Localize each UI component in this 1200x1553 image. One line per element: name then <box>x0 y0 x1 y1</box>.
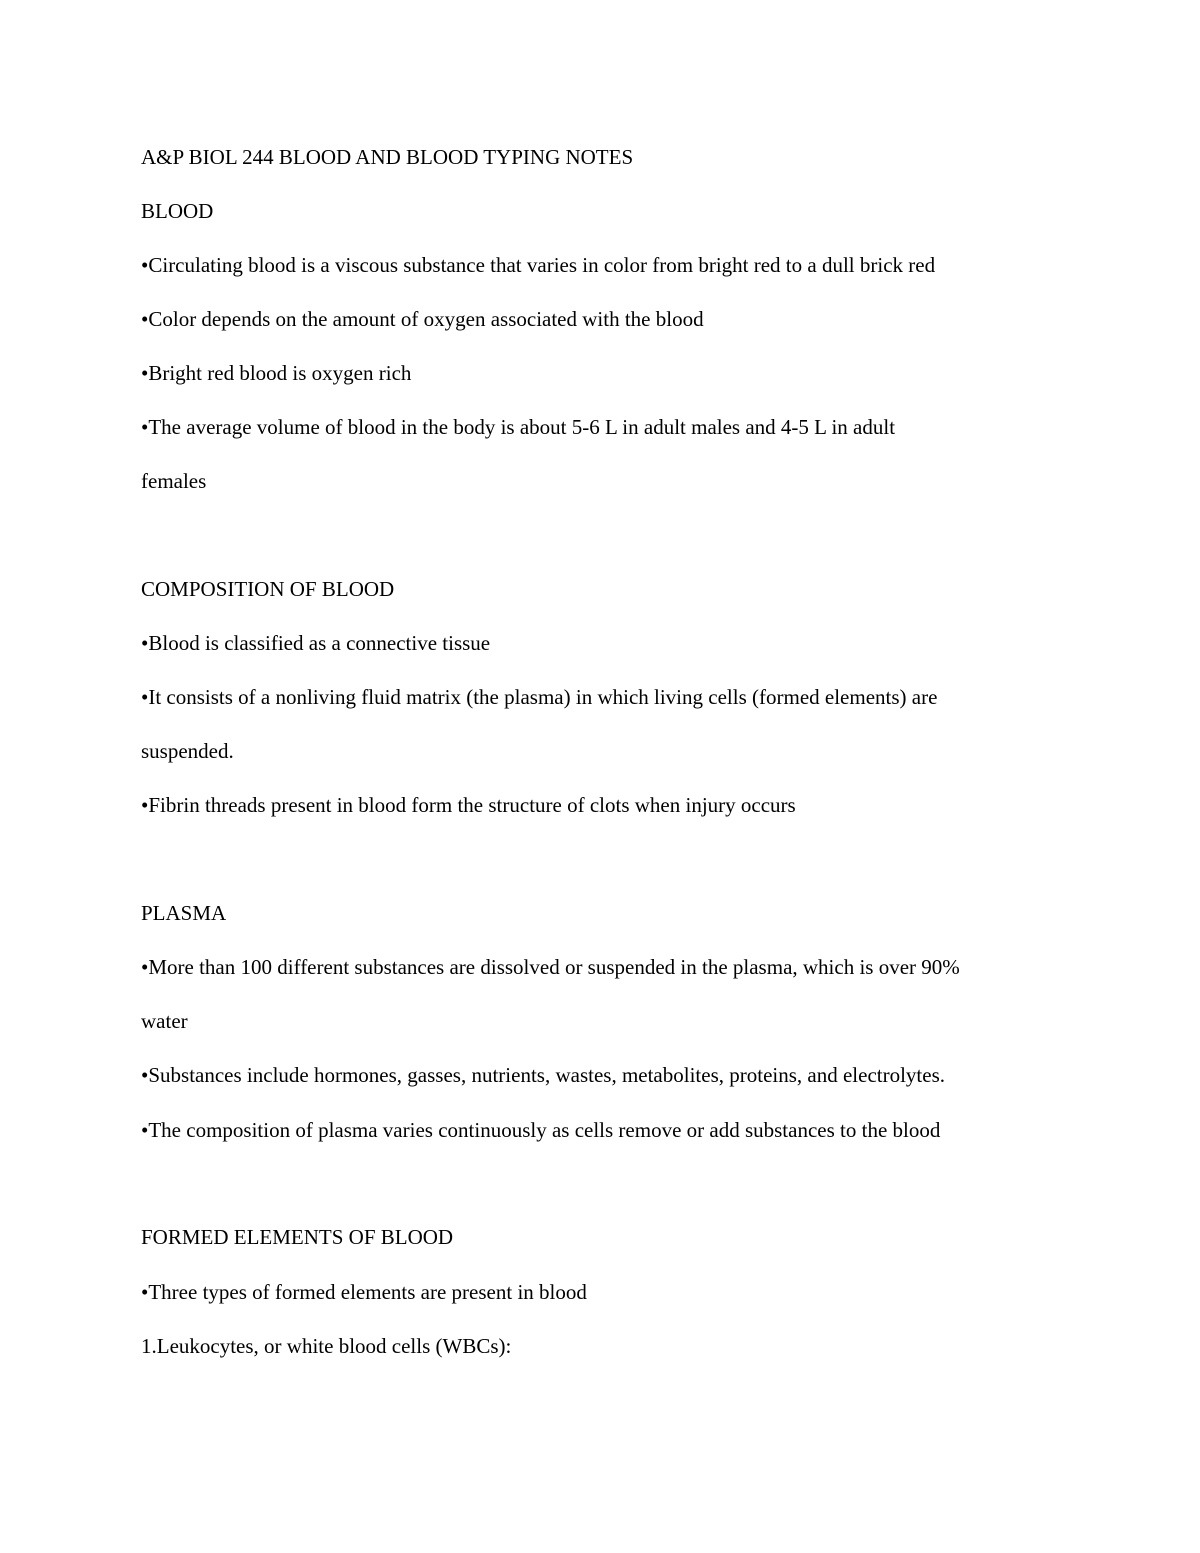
bullet-average-volume: •The average volume of blood in the body is about 5-6 L in adult males and 4-5 L in adult <box>141 415 896 439</box>
bullet-connective-tissue: •Blood is classified as a connective tissue <box>141 631 491 655</box>
section-heading-blood: BLOOD <box>141 199 214 223</box>
bullet-three-types: •Three types of formed elements are present in blood <box>141 1280 587 1304</box>
bullet-bright-red: •Bright red blood is oxygen rich <box>141 361 412 385</box>
bullet-substances-include: •Substances include hormones, gasses, nutrients, wastes, metabolites, proteins, and electrolytes. <box>141 1063 946 1087</box>
section-heading-plasma: PLASMA <box>141 901 227 925</box>
bullet-color-depends: •Color depends on the amount of oxygen associated with the blood <box>141 307 704 331</box>
bullet-substances-dissolved-cont: water <box>141 1009 188 1033</box>
section-heading-composition: COMPOSITION OF BLOOD <box>141 577 395 601</box>
bullet-substances-dissolved: •More than 100 different substances are dissolved or suspended in the plasma, which is over 90% <box>141 955 960 979</box>
bullet-average-volume-cont: females <box>141 469 207 493</box>
list-item-leukocytes: 1.Leukocytes, or white blood cells (WBCs): <box>141 1334 512 1358</box>
document-title: A&P BIOL 244 BLOOD AND BLOOD TYPING NOTES <box>141 145 634 169</box>
bullet-fibrin-threads: •Fibrin threads present in blood form the structure of clots when injury occurs <box>141 793 796 817</box>
bullet-fluid-matrix: •It consists of a nonliving fluid matrix (the plasma) in which living cells (formed elements) are <box>141 685 938 709</box>
bullet-fluid-matrix-cont: suspended. <box>141 739 234 763</box>
bullet-circulating-blood: •Circulating blood is a viscous substance that varies in color from bright red to a dull brick red <box>141 253 936 277</box>
section-heading-formed-elements: FORMED ELEMENTS OF BLOOD <box>141 1225 454 1249</box>
bullet-plasma-composition: •The composition of plasma varies continuously as cells remove or add substances to the blood <box>141 1118 941 1142</box>
